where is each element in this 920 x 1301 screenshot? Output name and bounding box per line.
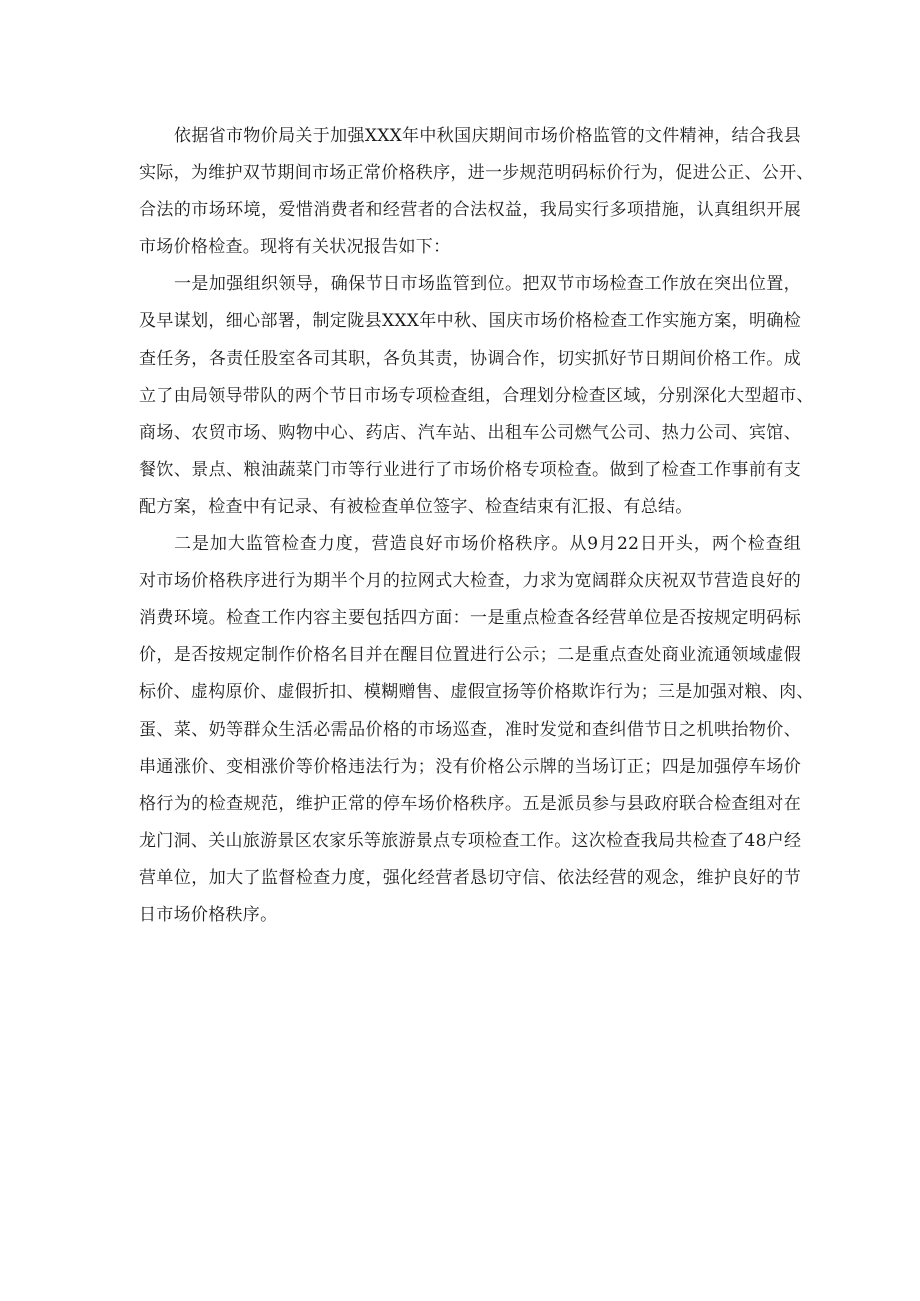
text-line: 实际，为维护双节期间市场正常价格秩序，进一步规范明码标价行为，促进公正、公开、 [139, 163, 814, 184]
text-line: 查任务，各责任股室各司其职，各负其责，协调合作，切实抓好节日期间价格工作。成 [139, 348, 801, 369]
text-line: 营单位，加大了监督检查力度，强化经营者恳切守信、依法经营的观念，维护良好的节 [139, 867, 801, 888]
paragraph-3 [139, 526, 814, 934]
text-line: 串通涨价、变相涨价等价格违法行为；没有价格公示牌的当场订正；四是加强停车场价 [139, 756, 801, 777]
paragraph-2 [139, 266, 814, 526]
text-line: 对市场价格秩序进行为期半个月的拉网式大检查，力求为宽阔群众庆祝双节营造良好的 [139, 571, 801, 592]
document-body [139, 118, 814, 934]
text-line: 立了由局领导带队的两个节日市场专项检查组，合理划分检查区域，分别深化大型超市、 [139, 385, 814, 406]
text-line: 蛋、菜、奶等群众生活必需品价格的市场巡查，准时发觉和查纠借节日之机哄抬物价、 [139, 719, 801, 740]
text-line: 及早谋划，细心部署，制定陇县XXX年中秋、国庆市场价格检查工作实施方案，明确检 [139, 311, 801, 332]
text-line: 合法的市场环境，爱惜消费者和经营者的合法权益，我局实行多项措施，认真组织开展 [139, 200, 801, 221]
text-line: 二是加大监管检查力度，营造良好市场价格秩序。从9月22日开头，两个检查组 [174, 534, 801, 555]
text-line: 依据省市物价局关于加强XXX年中秋国庆期间市场价格监管的文件精神，结合我县 [174, 126, 801, 146]
paragraph-1 [139, 118, 814, 266]
text-line: 龙门洞、关山旅游景区农家乐等旅游景点专项检查工作。这次检查我局共检查了48户经 [139, 830, 802, 851]
text-line: 一是加强组织领导，确保节日市场监管到位。把双节市场检查工作放在突出位置， [174, 274, 801, 295]
text-line: 日市场价格秩序。 [139, 904, 278, 925]
text-line: 价，是否按规定制作价格名目并在醒目位置进行公示；二是重点查处商业流通领域虚假 [139, 645, 801, 666]
text-line: 市场价格检查。现将有关状况报告如下： [139, 237, 451, 258]
text-line: 标价、虚构原价、虚假折扣、模糊赠售、虚假宣扬等价格欺诈行为；三是加强对粮、肉、 [139, 682, 814, 703]
text-line: 格行为的检查规范，维护正常的停车场价格秩序。五是派员参与县政府联合检查组对在 [139, 793, 801, 814]
text-line: 配方案，检查中有记录、有被检查单位签字、检查结束有汇报、有总结。 [139, 496, 693, 517]
text-line: 消费环境。检查工作内容主要包括四方面：一是重点检查各经营单位是否按规定明码标 [139, 608, 801, 629]
text-line: 餐饮、景点、粮油蔬菜门市等行业进行了市场价格专项检查。做到了检查工作事前有支 [139, 459, 801, 480]
text-line: 商场、农贸市场、购物中心、药店、汽车站、出租车公司燃气公司、热力公司、宾馆、 [139, 422, 801, 443]
